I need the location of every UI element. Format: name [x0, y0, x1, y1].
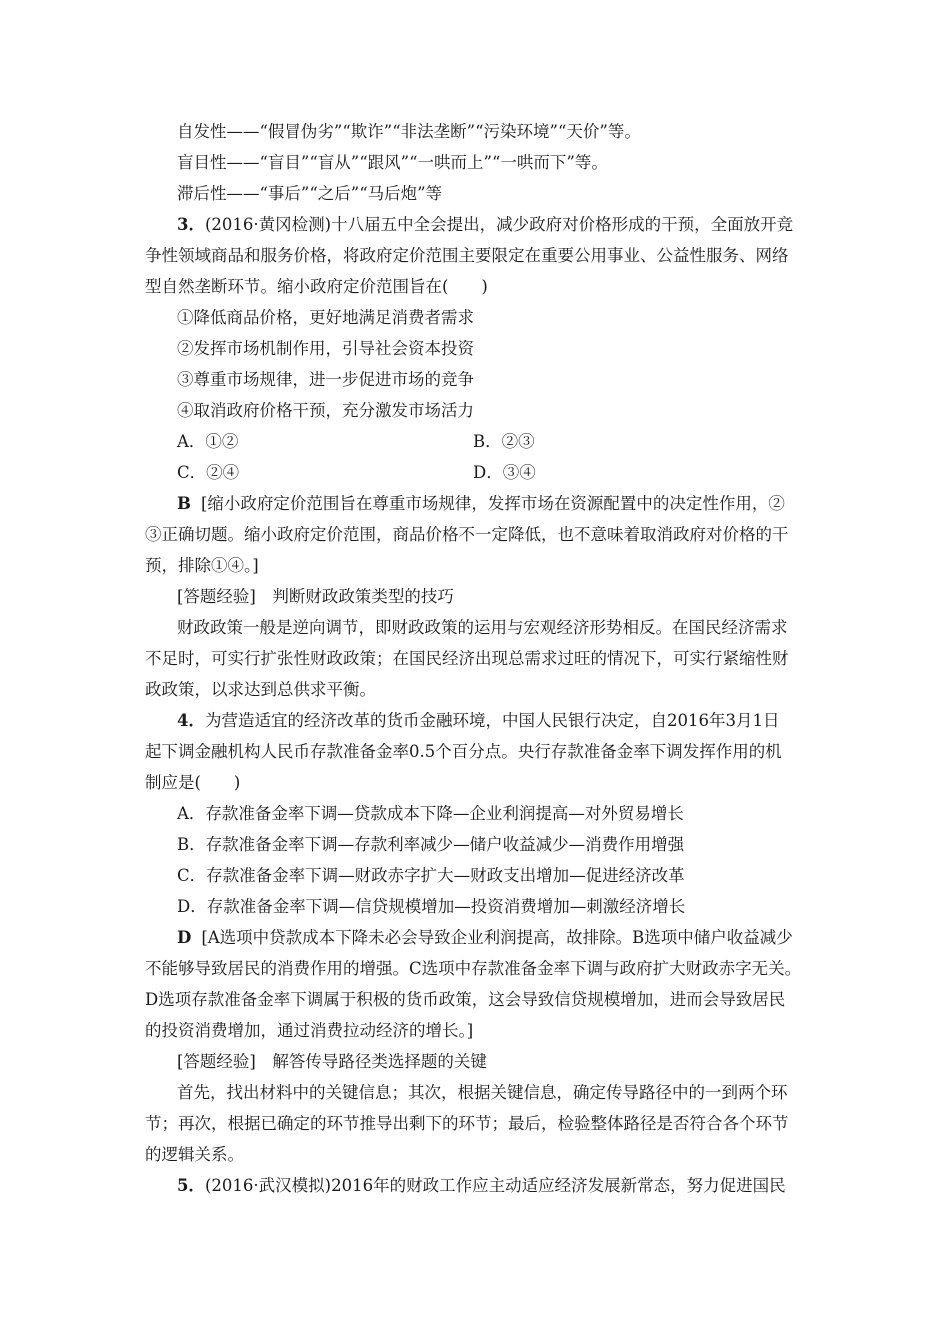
text-line: 滞后性——“事后”“之后”“马后炮”等 [177, 184, 443, 203]
tip-text: 首先，找出材料中的关键信息；其次，根据关键信息，确定传导路径中的一到两个环 [177, 1083, 788, 1102]
statement-item: ①降低商品价格，更好地满足消费者需求 [177, 308, 474, 327]
option-c: C．②④ [177, 463, 240, 482]
tip-text: 不足时，可实行扩张性财政政策；在国民经济出现总需求过旺的情况下，可实行紧缩性财 [145, 649, 789, 668]
answer-line [177, 927, 793, 949]
answer-line [177, 493, 785, 515]
question-text: 型自然垄断环节。缩小政府定价范围旨在( ) [145, 277, 488, 296]
text-line: 自发性——“假冒伪劣”“欺诈”“非法垄断”“污染环境”“天价”等。 [177, 122, 641, 141]
tip-text: 政政策，以求达到总供求平衡。 [145, 680, 376, 699]
option-d: D．存款准备金率下调—信贷规模增加—投资消费增加—刺激经济增长 [177, 897, 686, 916]
option-b: B．②③ [473, 432, 535, 451]
question-text: (2016·武汉模拟)2016年的财政工作应主动适应经济发展新常态，努力促进国民 [204, 1176, 786, 1195]
question-5-line [177, 1175, 786, 1197]
option-a: A．①② [177, 432, 239, 451]
option-c: C．存款准备金率下调—财政赤字扩大—财政支出增加—促进经济改革 [177, 866, 685, 885]
question-text: (2016·黄冈检测)十八届五中全会提出，减少政府对价格形成的干预，全面放开竞 [204, 215, 794, 234]
question-text: 制应是( ) [145, 773, 241, 792]
question-4-line [177, 710, 779, 732]
answer-text: D选项存款准备金率下调属于积极的货币政策，这会导致信贷规模增加，进而会导致居民 [145, 990, 786, 1009]
answer-text: [缩小政府定价范围旨在尊重市场规律，发挥市场在资源配置中的决定性作用，② [200, 494, 785, 513]
text-line: 盲目性——“盲目”“盲从”“跟风”“一哄而上”“一哄而下”等。 [177, 153, 608, 172]
answer-text: 不能够导致居民的消费作用的增强。C选项中存款准备金率下调与政府扩大财政赤字无关。 [145, 959, 802, 978]
question-number: 3． [177, 215, 205, 234]
question-text: 争性领域商品和服务价格，将政府定价范围主要限定在重要公用事业、公益性服务、网络 [145, 246, 789, 265]
question-3-line [177, 214, 793, 236]
question-text: 起下调金融机构人民币存款准备金率0.5个百分点。央行存款准备金率下调发挥作用的机 [145, 742, 782, 761]
statement-item: ②发挥市场机制作用，引导社会资本投资 [177, 339, 474, 358]
question-text: 为营造适宜的经济改革的货币金融环境，中国人民银行决定，自2016年3月1日 [204, 711, 780, 730]
tip-text: 的逻辑关系。 [145, 1145, 244, 1164]
statement-item: ③尊重市场规律，进一步促进市场的竞争 [177, 370, 474, 389]
answer-text: 预，排除①④。] [145, 556, 259, 575]
answer-letter: D [177, 928, 192, 947]
answer-text: [A选项中贷款成本下降未必会导致企业利润提高，故排除。B选项中储户收益减少 [201, 928, 793, 947]
tip-text: 节；再次，根据已确定的环节推导出剩下的环节；最后，检验整体路径是否符合各个环节 [145, 1114, 789, 1133]
answer-text: 的投资消费增加，通过消费拉动经济的增长。] [145, 1021, 474, 1040]
tip-title: [答题经验] 判断财政政策类型的技巧 [177, 587, 454, 606]
tip-title: [答题经验] 解答传导路径类选择题的关键 [177, 1052, 487, 1071]
option-b: B．存款准备金率下调—存款利率减少—储户收益减少—消费作用增强 [177, 835, 685, 854]
question-number: 5． [177, 1176, 205, 1195]
statement-item: ④取消政府价格干预，充分激发市场活力 [177, 401, 474, 420]
option-a: A．存款准备金率下调—贷款成本下降—企业利润提高—对外贸易增长 [177, 804, 684, 823]
answer-letter: B [177, 494, 191, 513]
option-d: D．③④ [473, 463, 536, 482]
tip-text: 财政政策一般是逆向调节，即财政政策的运用与宏观经济形势相反。在国民经济需求 [177, 618, 788, 637]
question-number: 4． [177, 711, 205, 730]
answer-text: ③正确切题。缩小政府定价范围，商品价格不一定降低，也不意味着取消政府对价格的干 [145, 525, 789, 544]
